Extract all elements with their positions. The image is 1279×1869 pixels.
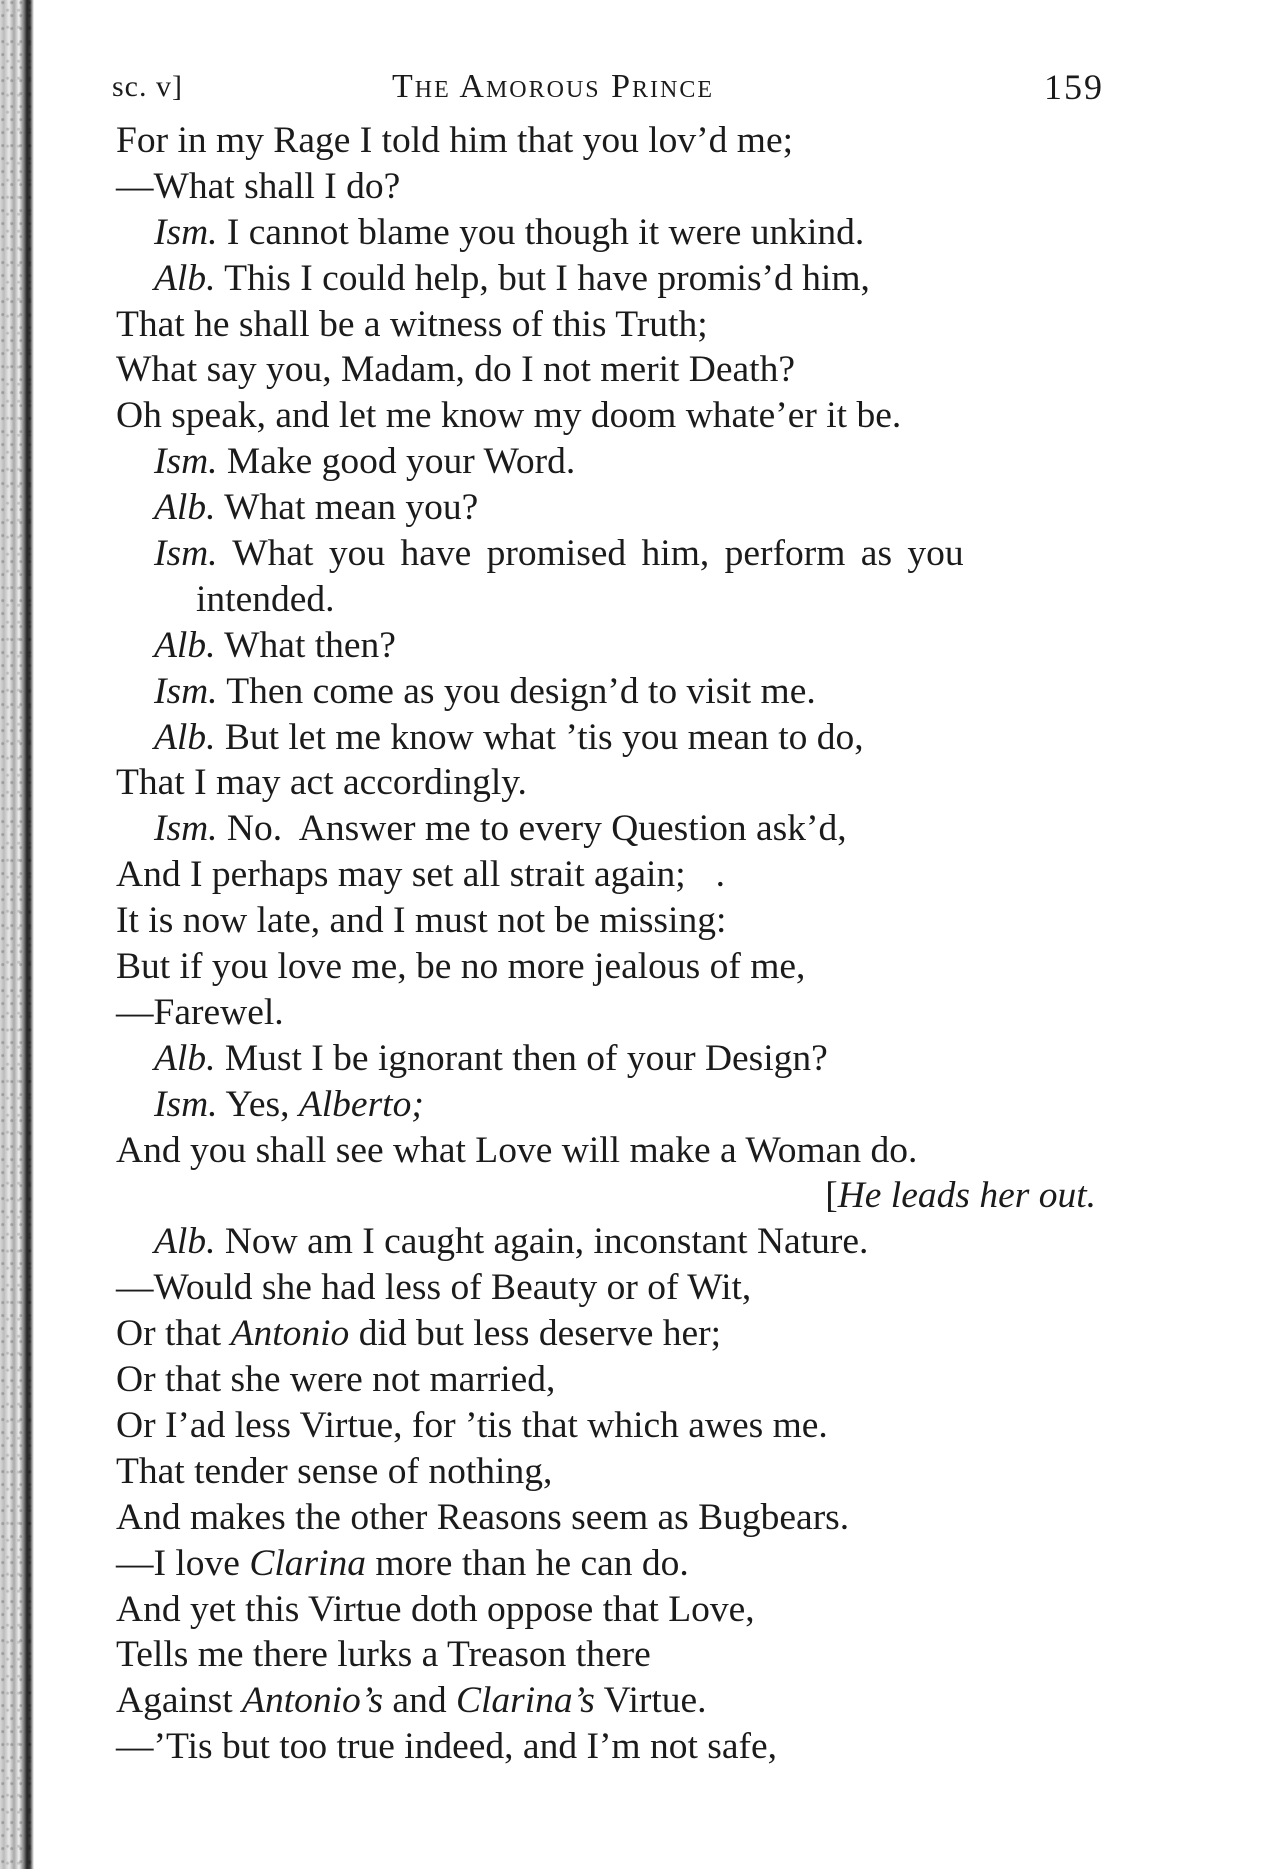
name-antonios: Antonio’s	[242, 1680, 384, 1722]
stray-mark: .	[715, 854, 725, 896]
speaker-alb: Alb.	[154, 716, 216, 758]
verse-line: And you shall see what Love will make a Woman do.	[116, 1129, 918, 1171]
running-header	[112, 64, 1104, 114]
speech-line: Alb. What mean you?	[154, 487, 479, 529]
verse-line: What say you, Madam, do I not merit Death?	[116, 349, 795, 391]
verse-line: That tender sense of nothing,	[116, 1450, 553, 1492]
verse-line: That he shall be a witness of this Truth;	[116, 303, 708, 345]
scan-specks	[0, 0, 34, 1869]
speech-line: Alb. Must I be ignorant then of your Design?	[154, 1037, 828, 1079]
verse-line: Oh speak, and let me know my doom whate’er it be.	[116, 395, 902, 437]
speaker-alb: Alb.	[154, 487, 216, 529]
name-antonio: Antonio	[230, 1313, 350, 1355]
verse-line: For in my Rage I told him that you lov’d me;	[116, 120, 794, 161]
speech-line: Ism. No. Answer me to every Question ask’d,	[154, 808, 847, 850]
scene-marker: sc. v]	[112, 70, 183, 103]
speaker-alb: Alb.	[154, 1037, 216, 1079]
verse-line: And makes the other Reasons seem as Bugbears.	[116, 1496, 850, 1538]
speech-line: Alb. Now am I caught again, inconstant Nature.	[154, 1221, 869, 1263]
verse-line: It is now late, and I must not be missing:	[116, 900, 727, 942]
verse-line: intended.	[196, 578, 335, 620]
stage-direction: [He leads her out.	[825, 1175, 1096, 1217]
speaker-ism: Ism.	[154, 533, 218, 575]
verse-line: Against Antonio’s and Clarina’s Virtue.	[116, 1680, 707, 1722]
name-alberto: Alberto;	[298, 1083, 424, 1125]
speaker-alb: Alb.	[154, 624, 216, 666]
speaker-ism: Ism.	[154, 441, 218, 483]
speech-line: Alb. But let me know what ’tis you mean to do,	[154, 716, 864, 758]
speech-line: Ism. Then come as you design’d to visit me.	[154, 670, 816, 712]
verse-line: —Farewel.	[116, 991, 284, 1033]
speech-line: Ism. I cannot blame you though it were unkind.	[154, 211, 865, 253]
verse-line: That I may act accordingly.	[116, 762, 527, 804]
speaker-ism: Ism.	[154, 670, 218, 712]
speaker-ism: Ism.	[154, 808, 218, 850]
running-title: The Amorous Prince	[392, 68, 715, 105]
speaker-ism: Ism.	[154, 1083, 218, 1125]
speaker-alb: Alb.	[154, 257, 216, 299]
name-clarinas: Clarina’s	[455, 1680, 595, 1722]
speech-line: Alb. What then?	[154, 624, 396, 666]
speech-line: Alb. This I could help, but I have promis’d him,	[154, 257, 870, 299]
verse-line: —What shall I do?	[116, 165, 401, 207]
verse-line: Or I’ad less Virtue, for ’tis that which awes me.	[116, 1404, 828, 1446]
verse-line: —I love Clarina more than he can do.	[116, 1542, 689, 1584]
speaker-ism: Ism.	[154, 211, 218, 253]
verse-line: Tells me there lurks a Treason there	[116, 1634, 651, 1676]
verse-line: And I perhaps may set all strait again; .	[116, 854, 725, 896]
verse-line: —Would she had less of Beauty or of Wit,	[116, 1267, 752, 1309]
speaker-alb: Alb.	[154, 1221, 216, 1263]
play-text	[116, 118, 1116, 1770]
verse-line: But if you love me, be no more jealous of me,	[116, 946, 806, 988]
speech-line: Ism. Yes, Alberto;	[154, 1083, 424, 1125]
name-clarina: Clarina	[249, 1542, 367, 1584]
speech-line: Ism. What you have promised him, perform as you	[154, 533, 964, 575]
verse-line: Or that Antonio did but less deserve her;	[116, 1313, 722, 1355]
speech-line: Ism. Make good your Word.	[154, 441, 576, 483]
verse-line: —’Tis but too true indeed, and I’m not safe,	[116, 1726, 778, 1768]
verse-line: And yet this Virtue doth oppose that Love,	[116, 1588, 755, 1630]
page-number: 159	[1044, 67, 1104, 107]
verse-line: Or that she were not married,	[116, 1359, 556, 1401]
